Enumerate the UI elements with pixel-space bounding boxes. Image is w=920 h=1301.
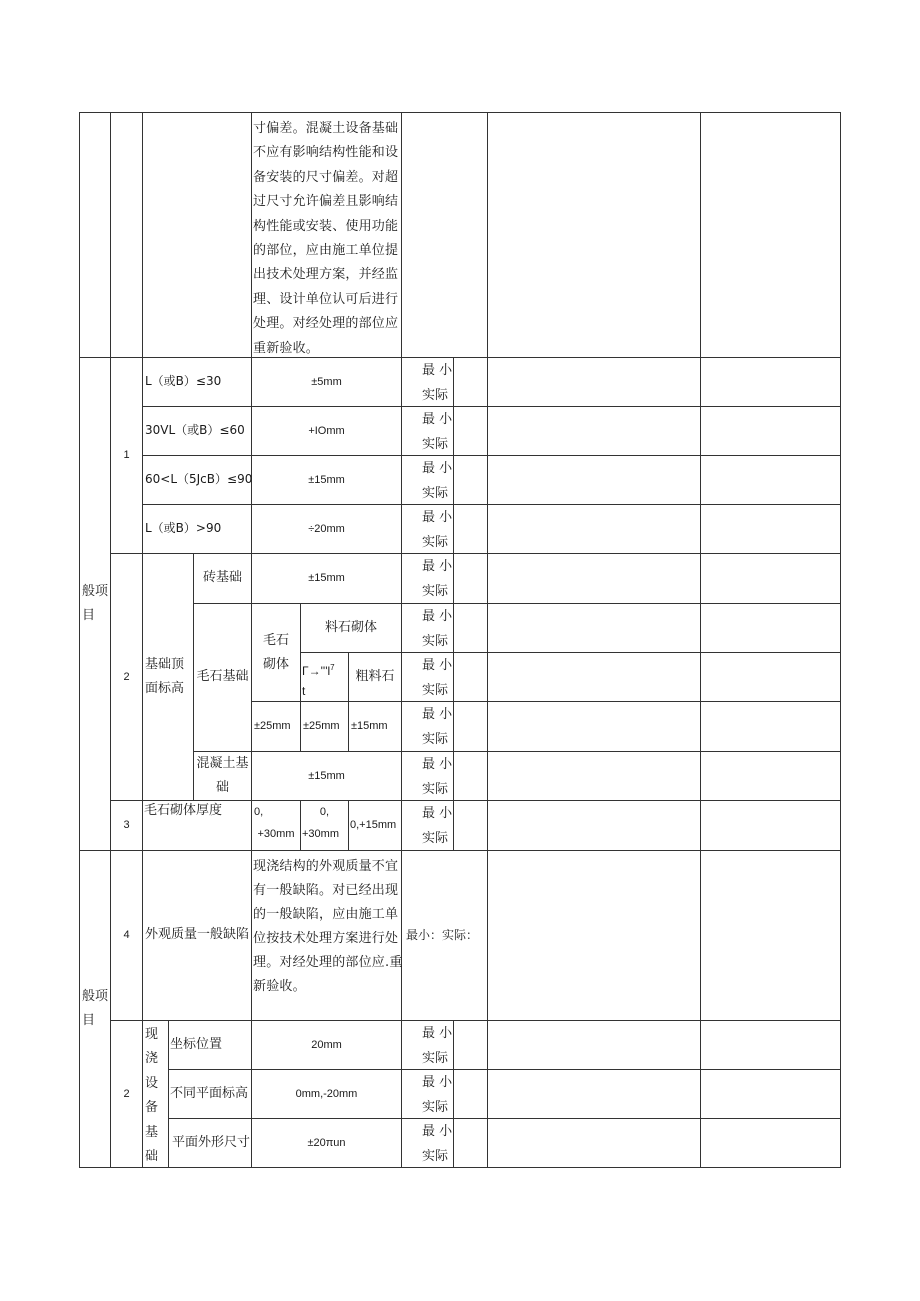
tolerance-text: ±25mm <box>254 720 291 733</box>
concrete-foundation-text: 混凝土基础 <box>196 756 249 795</box>
brick-foundation-text: 砖基础 <box>202 570 242 586</box>
thickness-tolerance-c <box>349 801 402 851</box>
result-cell <box>701 358 841 407</box>
item-number-text: 4 <box>123 929 130 942</box>
item-label <box>143 505 252 554</box>
item-label-text: L（或B）≤30 <box>145 374 222 389</box>
check-min-actual <box>402 752 454 801</box>
measured-cell <box>454 407 488 456</box>
result-cell <box>701 851 841 1021</box>
text-line: 现浇结构的外观质量不宜 <box>253 859 399 874</box>
measured-cell <box>454 604 488 653</box>
measured-cell <box>454 554 488 604</box>
symbol-cell <box>301 653 349 702</box>
record-cell <box>488 1070 701 1119</box>
tolerance-value <box>252 358 402 407</box>
symbol-sub: t <box>302 684 306 698</box>
check-min-label: 最 小 <box>422 363 453 378</box>
text-line: 过尺寸允许偏差且影响结 <box>253 194 399 210</box>
text-line: 有一般缺陷。对已经出现 <box>253 883 399 898</box>
item-number <box>111 554 143 801</box>
tolerance-text: +IOmm <box>308 424 345 437</box>
tolerance-value <box>301 702 349 752</box>
item-number <box>111 1021 143 1168</box>
tolerance-value <box>252 407 402 456</box>
brick-foundation-label <box>194 554 252 604</box>
item-label <box>143 407 252 456</box>
result-cell <box>701 702 841 752</box>
measured-cell <box>454 1119 488 1168</box>
item-number <box>111 851 143 1021</box>
item-label <box>143 851 252 1021</box>
check-min-actual <box>402 653 454 702</box>
record-cell <box>488 113 701 358</box>
check-actual-label: 实际 <box>422 1149 449 1164</box>
check-min-actual <box>402 1021 454 1070</box>
check-min-label: 最 小 <box>422 609 453 624</box>
tolerance-upper: +30mm <box>302 828 339 840</box>
check-min-actual <box>402 801 454 851</box>
record-cell <box>488 752 701 801</box>
check-actual-label: 实际 <box>422 683 449 698</box>
check-min-actual <box>402 358 454 407</box>
check-actual-label: 实际 <box>422 535 449 550</box>
check-min-label: 最 小 <box>422 1075 453 1090</box>
requirement-text <box>252 851 402 1021</box>
symbol-line <box>302 658 348 681</box>
text-line: 的部位，应由施工单位提 <box>253 243 399 259</box>
item-label-text: 外观质量一般缺陷 <box>145 927 250 943</box>
item-label <box>143 456 252 505</box>
result-cell <box>701 1119 841 1168</box>
result-cell <box>701 505 841 554</box>
result-cell <box>701 113 841 358</box>
tolerance-text: 20mm <box>311 1038 342 1051</box>
item-cell <box>143 113 252 358</box>
tolerance-text: ±15mm <box>308 473 345 486</box>
check-min-label: 最 小 <box>422 559 453 574</box>
text-line: 重新验收。 <box>253 340 320 356</box>
text-line: 出技术处理方案，并经监 <box>253 267 399 283</box>
text-line: 新验收。 <box>253 979 306 994</box>
item-number-text: 3 <box>123 819 130 832</box>
item-label <box>143 801 252 851</box>
item-label-text: 毛石砌体厚度 <box>144 803 223 818</box>
check-actual-label: 实际 <box>422 437 449 452</box>
section-label <box>80 851 111 1168</box>
check-actual-label: 实际 <box>422 388 449 403</box>
text-line: 寸偏差。混凝土设备基础 <box>253 121 399 136</box>
record-cell <box>488 456 701 505</box>
concrete-foundation-label <box>194 752 252 801</box>
check-min-label: 最 小 <box>422 510 453 525</box>
check-min-actual <box>402 1070 454 1119</box>
check-min-actual <box>402 851 488 1021</box>
item-label <box>169 1021 252 1070</box>
result-cell <box>701 456 841 505</box>
text-line: 理、设计单位认可后进行 <box>253 291 399 307</box>
rubble-foundation-label <box>194 604 252 752</box>
record-cell <box>488 1119 701 1168</box>
record-cell <box>488 358 701 407</box>
item-number <box>111 358 143 554</box>
check-min-actual <box>402 505 454 554</box>
tolerance-upper: +30mm <box>257 828 295 840</box>
check-actual-label: 实际 <box>422 831 449 846</box>
section-label-text: 般项目 <box>82 989 109 1028</box>
record-cell <box>488 1021 701 1070</box>
check-min-label: 最 小 <box>422 757 453 772</box>
check-min-actual <box>402 702 454 752</box>
symbol-main: Γ→'''l <box>302 664 331 678</box>
item-label <box>169 1119 252 1168</box>
symbol-sup: 7 <box>330 663 335 672</box>
check-actual-label: 实际 <box>422 486 449 501</box>
measured-cell <box>454 653 488 702</box>
item-number <box>111 801 143 851</box>
item-label <box>143 554 194 801</box>
check-min-label: 最 小 <box>422 1026 453 1041</box>
tolerance-value <box>252 1119 402 1168</box>
rubble-masonry-text: 毛石砌体 <box>262 632 289 672</box>
result-cell <box>701 653 841 702</box>
check-min-label: 最 小 <box>422 1124 453 1139</box>
section-label <box>80 358 111 851</box>
inspection-table <box>79 112 841 1168</box>
tolerance-text: ±15mm <box>351 720 388 733</box>
check-min-actual <box>402 407 454 456</box>
result-cell <box>701 1021 841 1070</box>
rubble-foundation-text: 毛石基础 <box>196 669 249 685</box>
check-min-actual <box>402 1119 454 1168</box>
result-cell <box>701 604 841 653</box>
thickness-tolerance-a <box>252 801 301 851</box>
dressed-stone-text: 料石砌体 <box>324 619 377 635</box>
coarse-stone-text: 粗料石 <box>355 668 395 684</box>
result-cell <box>701 752 841 801</box>
check-min-label: 最 小 <box>422 707 453 722</box>
record-cell <box>488 851 701 1021</box>
text-line: 构性能或安装、使用功能 <box>253 218 399 234</box>
check-actual-label: 实际 <box>422 634 449 649</box>
tolerance-text: 0,+15mm <box>350 819 397 832</box>
tolerance-text: ÷20mm <box>308 522 345 535</box>
check-actual-label: 实际 <box>422 1100 449 1115</box>
text-line: 理。对经处理的部位应.重 <box>253 955 403 970</box>
text-line: 备安装的尺寸偏差。对超 <box>253 169 399 185</box>
thickness-tolerance-b <box>301 801 349 851</box>
record-cell <box>488 505 701 554</box>
item-number-text: 2 <box>123 1087 130 1100</box>
measured-cell <box>454 702 488 752</box>
tolerance-value <box>252 702 301 752</box>
record-cell <box>488 604 701 653</box>
tolerance-text: ±20πun <box>307 1136 346 1149</box>
tolerance-text: ±25mm <box>303 720 340 733</box>
tolerance-value <box>252 505 402 554</box>
check-actual-label: 实际 <box>422 584 449 599</box>
check-min-label: 最 小 <box>422 658 453 673</box>
measured-cell <box>454 358 488 407</box>
cast-equipment-foundation-text: 现浇设备基础 <box>145 1027 159 1165</box>
tolerance-value <box>252 554 402 604</box>
tolerance-value <box>252 1021 402 1070</box>
item-label-text: 平面外形尺寸 <box>172 1134 251 1150</box>
check-min-label: 最 小 <box>422 412 453 427</box>
text-line: 位按技术处理方案进行处 <box>253 931 399 946</box>
text-line: 不应有影响结构性能和设 <box>253 145 399 161</box>
item-label <box>143 358 252 407</box>
section-label-text: 般项目 <box>82 584 109 623</box>
record-cell <box>488 653 701 702</box>
result-cell <box>701 1070 841 1119</box>
check-min-actual <box>402 604 454 653</box>
requirement-text <box>252 113 402 358</box>
item-label-text: 30VL（或B）≤60 <box>145 423 245 438</box>
number-cell <box>111 113 143 358</box>
check-min-label: 最 小 <box>422 806 453 821</box>
check-actual-label: 实际 <box>422 782 449 797</box>
item-label-text: L（或B）>90 <box>145 521 222 536</box>
tolerance-text: ±15mm <box>308 572 345 585</box>
tolerance-text: ±15mm <box>308 769 345 782</box>
measured-cell <box>454 1070 488 1119</box>
tolerance-lower: 0, <box>254 806 264 818</box>
tolerance-value <box>349 702 402 752</box>
record-cell <box>488 702 701 752</box>
tolerance-text: ±5mm <box>311 375 342 388</box>
measured-cell <box>454 456 488 505</box>
rubble-masonry-label <box>252 604 301 702</box>
result-cell <box>701 801 841 851</box>
check-actual-label: 实际 <box>422 732 449 747</box>
measured-cell <box>454 505 488 554</box>
item-number-text: 1 <box>123 449 130 462</box>
tolerance-text: 0mm,-20mm <box>295 1087 358 1100</box>
check-cell <box>402 113 488 358</box>
measured-cell <box>454 1021 488 1070</box>
record-cell <box>488 407 701 456</box>
record-cell <box>488 801 701 851</box>
tolerance-value <box>252 1070 402 1119</box>
item-label-text: 基础顶面标高 <box>145 657 185 696</box>
item-label-text: 不同平面标高 <box>170 1085 249 1101</box>
item-label-text: 坐标位置 <box>170 1036 223 1052</box>
check-min-actual <box>402 554 454 604</box>
result-cell <box>701 554 841 604</box>
item-label <box>169 1070 252 1119</box>
text-line: 的一般缺陷，应由施工单 <box>253 907 399 922</box>
item-number-text: 2 <box>123 670 130 683</box>
record-cell <box>488 554 701 604</box>
section-label-cell <box>80 113 111 358</box>
result-cell <box>701 407 841 456</box>
tolerance-lower: 0, <box>319 806 330 818</box>
coarse-stone-label <box>349 653 402 702</box>
check-actual-label: 实际 <box>422 1051 449 1066</box>
cast-equipment-foundation-label <box>143 1021 169 1168</box>
check-min-actual <box>402 456 454 505</box>
measured-cell <box>454 801 488 851</box>
measured-cell <box>454 752 488 801</box>
tolerance-value <box>252 752 402 801</box>
text-line: 处理。对经处理的部位应 <box>253 316 399 332</box>
check-inline-text: 最小：实际： <box>406 927 479 942</box>
dressed-stone-label <box>301 604 402 653</box>
check-min-label: 最 小 <box>422 461 453 476</box>
tolerance-value <box>252 456 402 505</box>
item-label-text: 60<L（5JcB）≤90 <box>145 472 253 487</box>
